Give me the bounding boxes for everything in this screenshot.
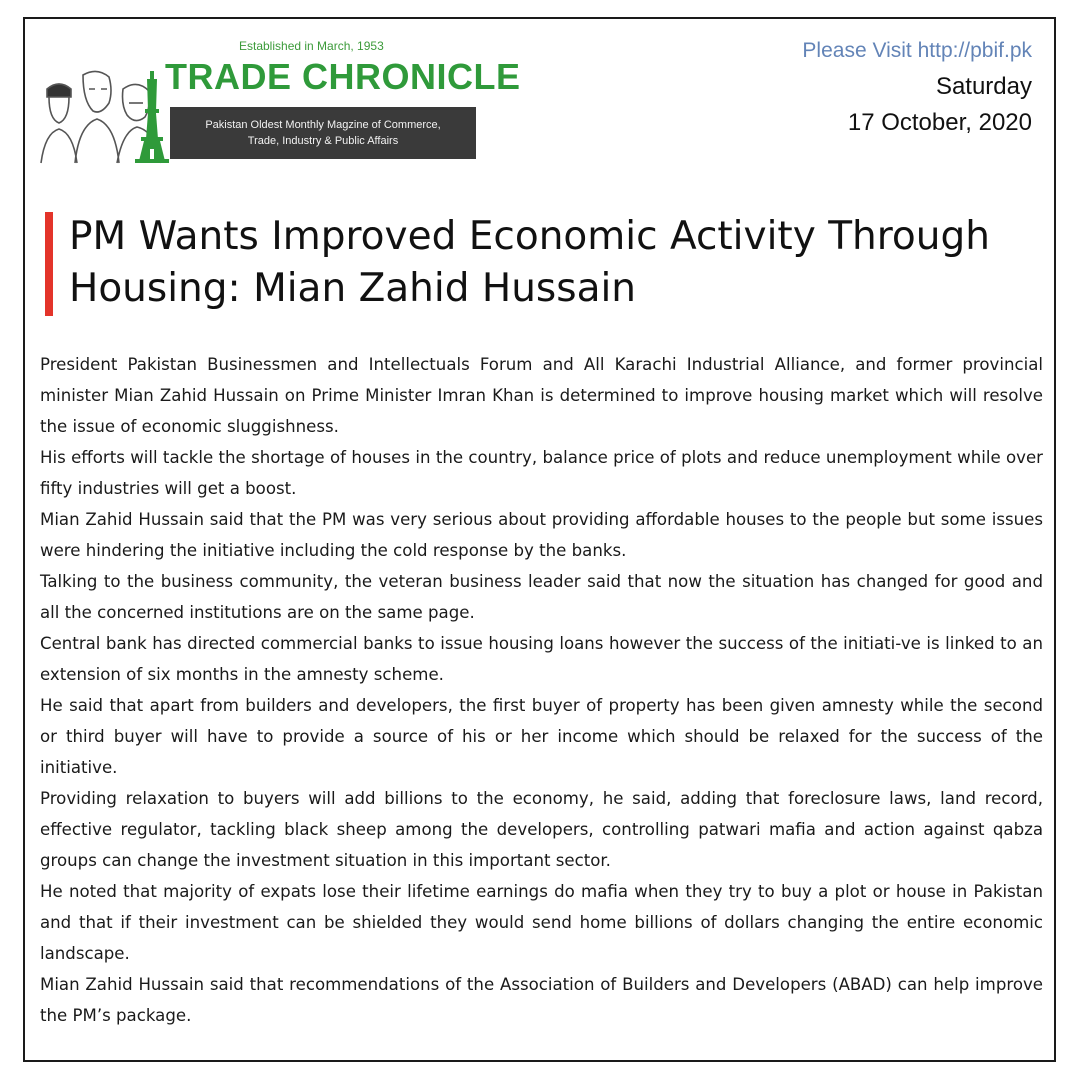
visit-link[interactable]: Please Visit http://pbif.pk bbox=[802, 39, 1032, 62]
article-headline: PM Wants Improved Economic Activity Through Housing: Mian Zahid Hussain bbox=[69, 214, 990, 311]
masthead bbox=[39, 37, 521, 165]
headline-accent-bar bbox=[45, 212, 53, 316]
article-paragraph: Mian Zahid Hussain said that recommendations of the Association of Builders and Developers (ABAD) can help improve the PM’s package. bbox=[40, 975, 1043, 1025]
article-paragraph: He said that apart from builders and developers, the first buyer of property has been given amnesty while the second or third buyer will have to provide a source of his or her income which should be relaxed for the success of the initiative. bbox=[40, 696, 1043, 777]
tagline-box bbox=[170, 107, 476, 159]
article-paragraph: Central bank has directed commercial banks to issue housing loans however the success of the initiati-ve is linked to an extension of six months in the amnesty scheme. bbox=[40, 634, 1043, 684]
publication-day: Saturday bbox=[935, 73, 1032, 100]
minar-tower-icon bbox=[135, 71, 169, 163]
article-paragraph: Providing relaxation to buyers will add billions to the economy, he said, adding that foreclosure laws, land record, effective regulator, tackling black sheep among the developers, controlling patwari mafia and action against qabza groups can change the investment situation in this important sector. bbox=[40, 789, 1043, 870]
article-body bbox=[40, 349, 1043, 1031]
article-paragraph: His efforts will tackle the shortage of houses in the country, balance price of plots and reduce unemployment while over fifty industries will get a boost. bbox=[40, 448, 1043, 498]
article-paragraph: He noted that majority of expats lose their lifetime earnings do mafia when they try to buy a plot or house in Pakistan and that if their investment can be shielded they would send home billions of dollars changing the entire economic landscape. bbox=[40, 882, 1043, 963]
article-paragraph: Mian Zahid Hussain said that the PM was very serious about providing affordable houses to the people but some issues were hindering the initiative including the cold response by the banks. bbox=[40, 510, 1043, 560]
article-paragraph: Talking to the business community, the veteran business leader said that now the situation has changed for good and all the concerned institutions are on the same page. bbox=[40, 572, 1043, 622]
established-note: Established in March, 1953 bbox=[239, 39, 384, 53]
article-paragraph: President Pakistan Businessmen and Intellectuals Forum and All Karachi Industrial Alliance, and former provincial minister Mian Zahid Hussain on Prime Minister Imran Khan is determined to improve housing market which will resolve the issue of economic sluggishness. bbox=[40, 355, 1043, 436]
publication-date: 17 October, 2020 bbox=[847, 109, 1032, 136]
tagline-line-1: Pakistan Oldest Monthly Magzine of Commerce, bbox=[205, 119, 441, 131]
publication-title: TRADE CHRONICLE bbox=[165, 56, 521, 97]
page-frame bbox=[23, 17, 1056, 1062]
tagline-line-2: Trade, Industry & Public Affairs bbox=[247, 135, 399, 147]
